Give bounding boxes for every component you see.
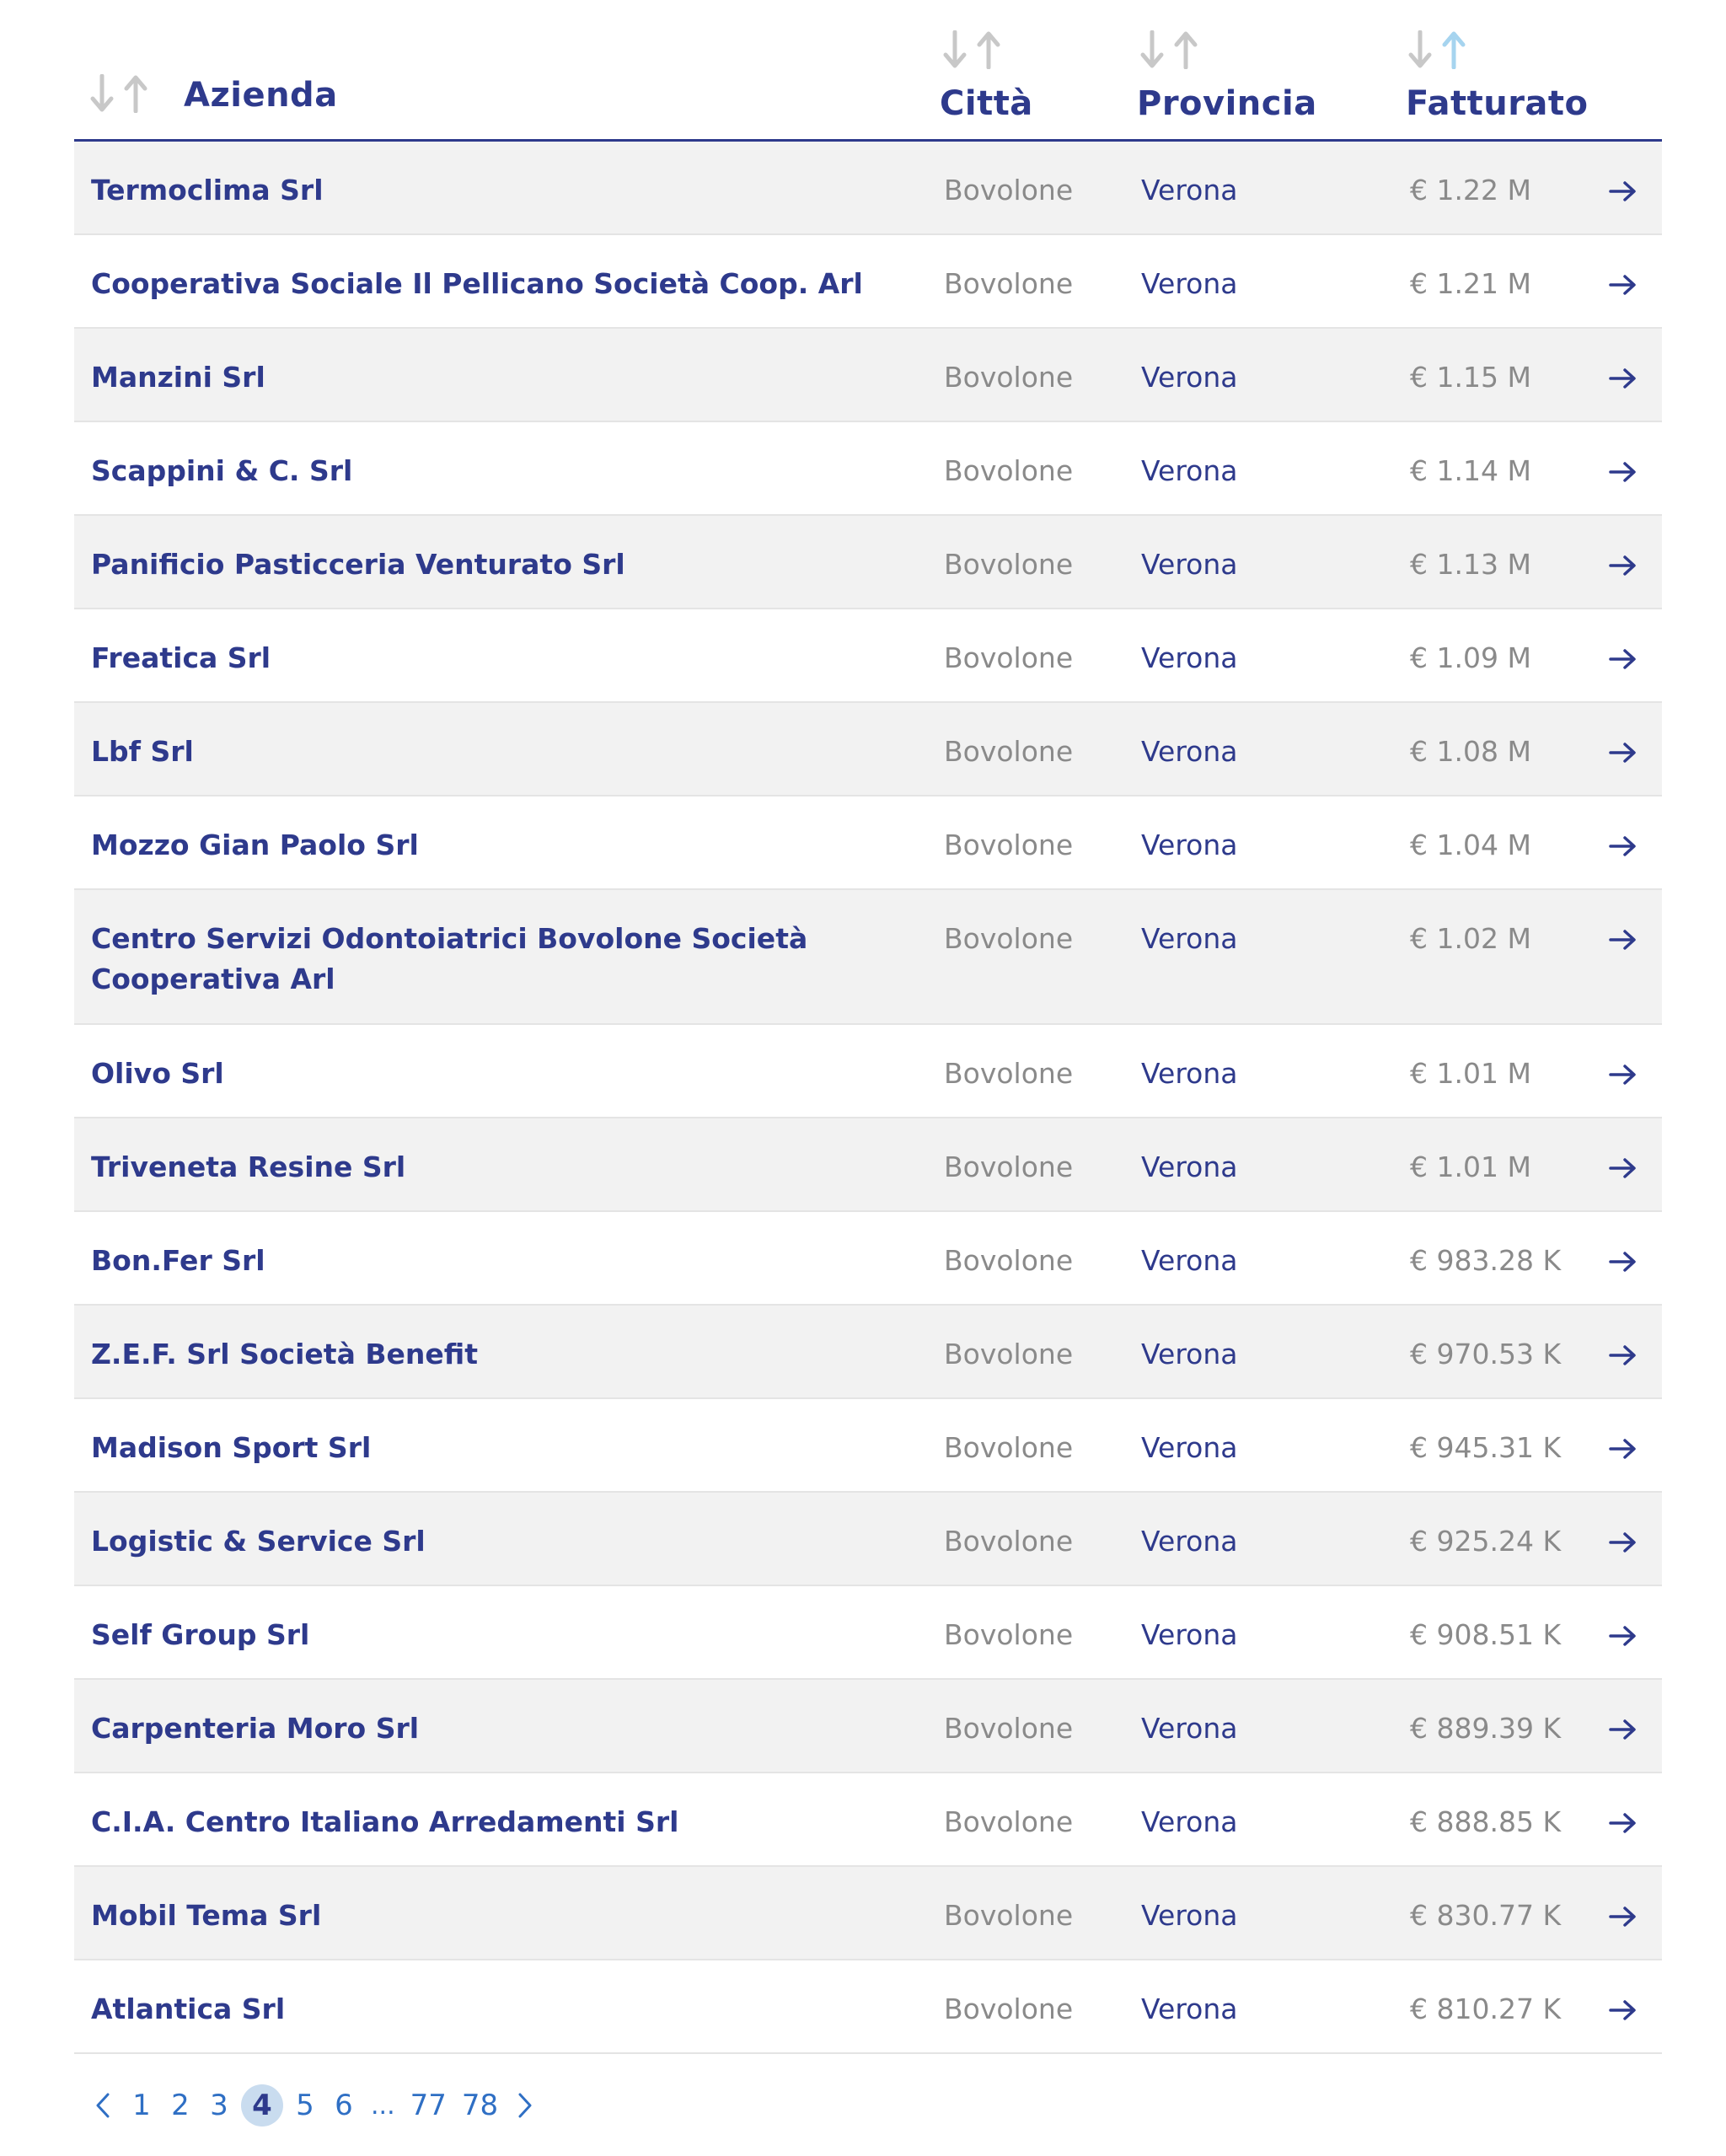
- province-cell: Verona: [1141, 1899, 1238, 1932]
- city-cell: Bovolone: [944, 548, 1074, 581]
- province-cell: Verona: [1141, 454, 1238, 487]
- table-row[interactable]: [74, 1493, 1662, 1586]
- page-link[interactable]: 1: [132, 2089, 151, 2122]
- revenue-cell: € 889.39 K: [1410, 1712, 1562, 1745]
- company-name-link[interactable]: Cooperativa Sociale Il Pellicano Società Coop. Arl: [91, 267, 863, 300]
- arrow-right-icon[interactable]: [1608, 179, 1637, 204]
- city-cell: Bovolone: [944, 1618, 1074, 1651]
- province-cell: Verona: [1141, 1525, 1238, 1558]
- company-name-link[interactable]: Madison Sport Srl: [91, 1431, 372, 1464]
- company-name-link[interactable]: Bon.Fer Srl: [91, 1244, 265, 1277]
- companies-table: [74, 0, 1662, 2054]
- table-row[interactable]: [74, 516, 1662, 609]
- city-cell: Bovolone: [944, 922, 1074, 955]
- arrow-right-icon[interactable]: [1608, 1343, 1637, 1368]
- province-cell: Verona: [1141, 735, 1238, 768]
- revenue-cell: € 810.27 K: [1410, 1992, 1562, 2025]
- city-cell: Bovolone: [944, 267, 1074, 300]
- province-cell: Verona: [1141, 1150, 1238, 1183]
- province-cell: Verona: [1141, 361, 1238, 394]
- table-row[interactable]: [74, 1118, 1662, 1212]
- city-cell: Bovolone: [944, 829, 1074, 861]
- table-row[interactable]: [74, 329, 1662, 422]
- table-body: [74, 142, 1662, 2054]
- city-cell: Bovolone: [944, 1150, 1074, 1183]
- page-link[interactable]: 5: [296, 2089, 314, 2122]
- sort-asc-icon[interactable]: [976, 30, 1001, 69]
- arrow-right-icon[interactable]: [1608, 927, 1637, 952]
- sort-desc-icon[interactable]: [1407, 30, 1433, 69]
- table-row[interactable]: [74, 796, 1662, 890]
- sort-desc-icon[interactable]: [942, 30, 968, 69]
- revenue-cell: € 1.01 M: [1410, 1057, 1531, 1090]
- table-row[interactable]: [74, 1773, 1662, 1867]
- company-name-link[interactable]: Z.E.F. Srl Società Benefit: [91, 1338, 478, 1370]
- arrow-right-icon[interactable]: [1608, 1436, 1637, 1461]
- table-row[interactable]: [74, 703, 1662, 796]
- arrow-right-icon[interactable]: [1608, 1156, 1637, 1181]
- province-cell: Verona: [1141, 1244, 1238, 1277]
- company-name-link[interactable]: Termoclima Srl: [91, 174, 324, 206]
- table-row[interactable]: [74, 1586, 1662, 1680]
- company-name-link[interactable]: Lbf Srl: [91, 735, 194, 768]
- table-row[interactable]: [74, 1960, 1662, 2054]
- company-name-link[interactable]: Panificio Pasticceria Venturato Srl: [91, 548, 625, 581]
- revenue-cell: € 925.24 K: [1410, 1525, 1562, 1558]
- province-cell: Verona: [1141, 548, 1238, 581]
- revenue-cell: € 983.28 K: [1410, 1244, 1562, 1277]
- current-page[interactable]: 4: [241, 2084, 283, 2127]
- province-cell: Verona: [1141, 1431, 1238, 1464]
- sort-azienda-control[interactable]: [89, 74, 148, 113]
- pagination: [91, 2080, 552, 2131]
- sort-asc-active-icon[interactable]: [1441, 30, 1466, 69]
- table-row[interactable]: [74, 422, 1662, 516]
- chevron-right-icon: [517, 2092, 533, 2119]
- revenue-cell: € 970.53 K: [1410, 1338, 1562, 1370]
- city-cell: Bovolone: [944, 174, 1074, 206]
- arrow-right-icon[interactable]: [1608, 459, 1637, 485]
- page-link[interactable]: 78: [461, 2089, 499, 2122]
- arrow-right-icon[interactable]: [1608, 366, 1637, 391]
- company-name-link[interactable]: Carpenteria Moro Srl: [91, 1712, 420, 1745]
- page-numbers: [130, 2084, 371, 2127]
- province-cell: Verona: [1141, 1338, 1238, 1370]
- column-header-provincia[interactable]: Provincia: [1137, 84, 1317, 123]
- city-cell: Bovolone: [944, 1244, 1074, 1277]
- sort-asc-icon[interactable]: [1173, 30, 1198, 69]
- pagination-ellipsis: ...: [371, 2090, 395, 2121]
- table-row[interactable]: [74, 1212, 1662, 1306]
- sort-fatturato-control[interactable]: [1407, 30, 1466, 69]
- table-row[interactable]: [74, 1306, 1662, 1399]
- province-cell: Verona: [1141, 1057, 1238, 1090]
- city-cell: Bovolone: [944, 361, 1074, 394]
- city-cell: Bovolone: [944, 1338, 1074, 1370]
- sort-asc-icon[interactable]: [123, 74, 148, 113]
- company-name-link[interactable]: Manzini Srl: [91, 361, 265, 394]
- company-name-link[interactable]: C.I.A. Centro Italiano Arredamenti Srl: [91, 1805, 679, 1838]
- page-link[interactable]: 2: [171, 2089, 190, 2122]
- city-cell: Bovolone: [944, 454, 1074, 487]
- province-cell: Verona: [1141, 174, 1238, 206]
- city-cell: Bovolone: [944, 1057, 1074, 1090]
- table-row[interactable]: [74, 142, 1662, 235]
- revenue-cell: € 1.21 M: [1410, 267, 1531, 300]
- company-name-link[interactable]: Scappini & C. Srl: [91, 454, 353, 487]
- prev-page-button[interactable]: [91, 2084, 115, 2127]
- company-name-link[interactable]: Olivo Srl: [91, 1057, 224, 1090]
- sort-desc-icon[interactable]: [89, 74, 115, 113]
- city-cell: Bovolone: [944, 641, 1074, 674]
- company-name-link[interactable]: Self Group Srl: [91, 1618, 310, 1651]
- company-name-link[interactable]: Mozzo Gian Paolo Srl: [91, 829, 419, 861]
- table-row[interactable]: [74, 1399, 1662, 1493]
- next-page-button[interactable]: [513, 2084, 537, 2127]
- revenue-cell: € 945.31 K: [1410, 1431, 1562, 1464]
- company-name-link[interactable]: Triveneta Resine Srl: [91, 1150, 406, 1183]
- table-row[interactable]: [74, 1867, 1662, 1960]
- revenue-cell: € 1.01 M: [1410, 1150, 1531, 1183]
- company-name-link[interactable]: Centro Servizi Odontoiatrici Bovolone Società Cooperativa Arl: [91, 922, 808, 995]
- province-cell: Verona: [1141, 1992, 1238, 2025]
- table-header: [74, 0, 1662, 142]
- table-row[interactable]: [74, 1025, 1662, 1118]
- page-link[interactable]: 6: [335, 2089, 353, 2122]
- page-link[interactable]: 77: [410, 2089, 447, 2122]
- arrow-right-icon[interactable]: [1608, 272, 1637, 298]
- city-cell: Bovolone: [944, 1525, 1074, 1558]
- arrow-right-icon[interactable]: [1608, 1249, 1637, 1274]
- column-header-fatturato[interactable]: Fatturato: [1406, 84, 1589, 123]
- arrow-right-icon[interactable]: [1608, 1623, 1637, 1649]
- table-row[interactable]: [74, 1680, 1662, 1773]
- city-cell: Bovolone: [944, 735, 1074, 768]
- arrow-right-icon[interactable]: [1608, 1530, 1637, 1555]
- company-name-link[interactable]: Freatica Srl: [91, 641, 271, 674]
- city-cell: Bovolone: [944, 1899, 1074, 1932]
- arrow-right-icon[interactable]: [1608, 646, 1637, 672]
- revenue-cell: € 1.09 M: [1410, 641, 1531, 674]
- arrow-right-icon[interactable]: [1608, 1810, 1637, 1836]
- sort-desc-icon[interactable]: [1139, 30, 1165, 69]
- city-cell: Bovolone: [944, 1992, 1074, 2025]
- company-name-link[interactable]: Logistic & Service Srl: [91, 1525, 426, 1558]
- column-header-citta[interactable]: Città: [940, 84, 1033, 123]
- province-cell: Verona: [1141, 267, 1238, 300]
- city-cell: Bovolone: [944, 1712, 1074, 1745]
- revenue-cell: € 830.77 K: [1410, 1899, 1562, 1932]
- arrow-right-icon[interactable]: [1608, 1062, 1637, 1087]
- table-row[interactable]: [74, 609, 1662, 703]
- city-cell: Bovolone: [944, 1805, 1074, 1838]
- arrow-right-icon[interactable]: [1608, 553, 1637, 578]
- revenue-cell: € 1.02 M: [1410, 922, 1531, 955]
- province-cell: Verona: [1141, 1712, 1238, 1745]
- revenue-cell: € 1.08 M: [1410, 735, 1531, 768]
- arrow-right-icon[interactable]: [1608, 1998, 1637, 2023]
- column-header-azienda[interactable]: Azienda: [184, 76, 338, 115]
- chevron-left-icon: [94, 2092, 111, 2119]
- province-cell: Verona: [1141, 829, 1238, 861]
- page-link[interactable]: 3: [210, 2089, 228, 2122]
- sort-citta-control[interactable]: [942, 30, 1001, 69]
- revenue-cell: € 888.85 K: [1410, 1805, 1562, 1838]
- revenue-cell: € 1.22 M: [1410, 174, 1531, 206]
- revenue-cell: € 908.51 K: [1410, 1618, 1562, 1651]
- province-cell: Verona: [1141, 922, 1238, 955]
- sort-provincia-control[interactable]: [1139, 30, 1198, 69]
- province-cell: Verona: [1141, 641, 1238, 674]
- city-cell: Bovolone: [944, 1431, 1074, 1464]
- province-cell: Verona: [1141, 1805, 1238, 1838]
- company-name-link[interactable]: Atlantica Srl: [91, 1992, 286, 2025]
- company-name-link[interactable]: Mobil Tema Srl: [91, 1899, 322, 1932]
- province-cell: Verona: [1141, 1618, 1238, 1651]
- page-numbers-tail: [410, 2084, 514, 2127]
- arrow-right-icon[interactable]: [1608, 1904, 1637, 1929]
- revenue-cell: € 1.14 M: [1410, 454, 1531, 487]
- arrow-right-icon[interactable]: [1608, 1717, 1637, 1742]
- arrow-right-icon[interactable]: [1608, 834, 1637, 859]
- arrow-right-icon[interactable]: [1608, 740, 1637, 765]
- table-row[interactable]: [74, 890, 1662, 1025]
- table-row[interactable]: [74, 235, 1662, 329]
- revenue-cell: € 1.04 M: [1410, 829, 1531, 861]
- revenue-cell: € 1.13 M: [1410, 548, 1531, 581]
- revenue-cell: € 1.15 M: [1410, 361, 1531, 394]
